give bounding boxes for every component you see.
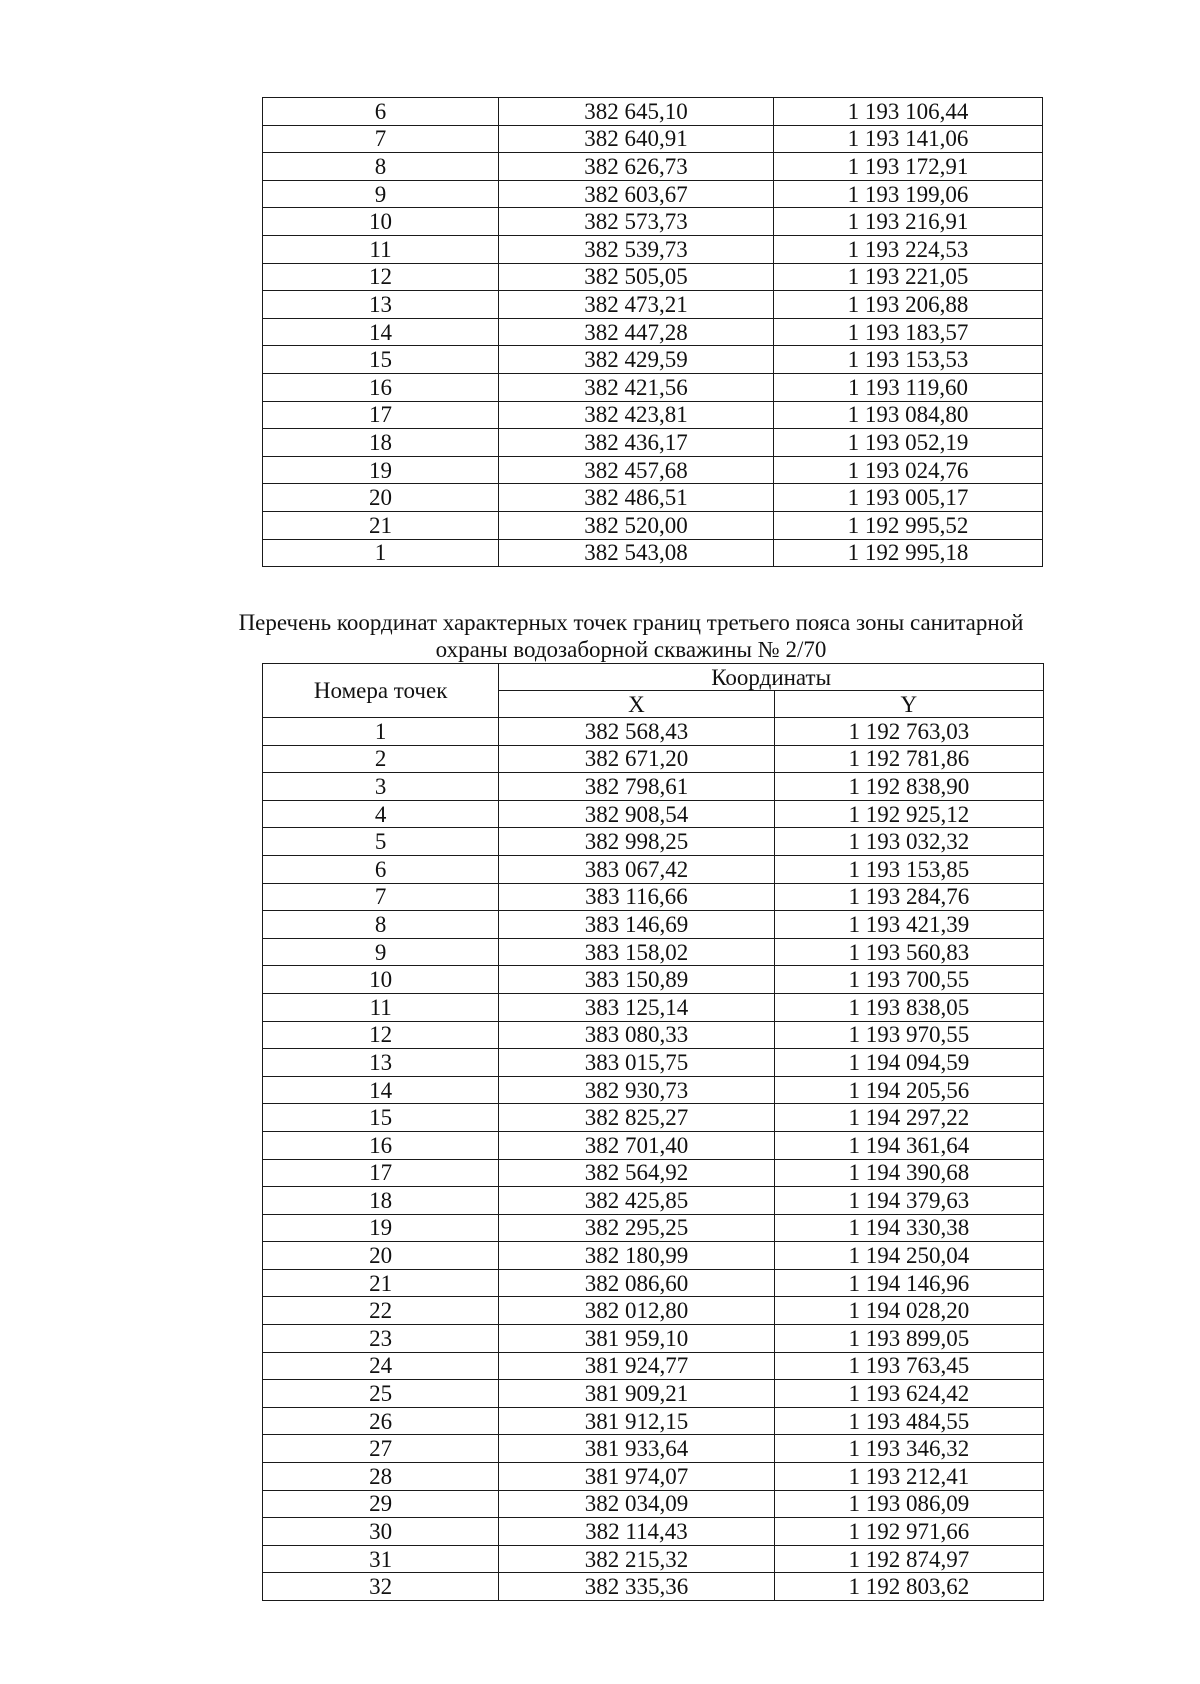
point-number-cell: 12 <box>263 263 499 291</box>
table-row <box>263 855 1044 883</box>
point-number-cell: 13 <box>263 291 499 319</box>
section-heading-line2: охраны водозаборной скважины № 2/70 <box>435 637 827 662</box>
x-coordinate-cell: 382 539,73 <box>499 235 774 263</box>
table-row <box>263 1463 1044 1491</box>
y-coordinate-cell: 1 193 838,05 <box>774 993 1043 1021</box>
point-number-cell: 15 <box>263 1104 499 1132</box>
y-coordinate-cell: 1 194 379,63 <box>774 1187 1043 1215</box>
point-number-cell: 23 <box>263 1325 499 1353</box>
table-row <box>263 745 1044 773</box>
point-number-cell: 13 <box>263 1049 499 1077</box>
table-row <box>263 883 1044 911</box>
x-coordinate-cell: 382 457,68 <box>499 456 774 484</box>
x-coordinate-cell: 382 505,05 <box>499 263 774 291</box>
point-number-cell: 17 <box>263 401 499 429</box>
point-number-cell: 11 <box>263 993 499 1021</box>
table-row <box>263 993 1044 1021</box>
point-number-cell: 16 <box>263 373 499 401</box>
header-x: X <box>499 691 774 718</box>
y-coordinate-cell: 1 194 361,64 <box>774 1131 1043 1159</box>
y-coordinate-cell: 1 193 284,76 <box>774 883 1043 911</box>
x-coordinate-cell: 383 158,02 <box>499 938 774 966</box>
x-coordinate-cell: 381 909,21 <box>499 1380 774 1408</box>
table2-body <box>263 718 1044 1601</box>
table-row <box>263 1159 1044 1187</box>
table-row <box>263 773 1044 801</box>
y-coordinate-cell: 1 193 153,53 <box>774 346 1043 374</box>
table-row <box>263 429 1043 457</box>
y-coordinate-cell: 1 193 484,55 <box>774 1407 1043 1435</box>
table-row <box>263 1021 1044 1049</box>
y-coordinate-cell: 1 193 141,06 <box>774 125 1043 153</box>
y-coordinate-cell: 1 192 763,03 <box>774 718 1043 746</box>
x-coordinate-cell: 383 080,33 <box>499 1021 774 1049</box>
x-coordinate-cell: 382 564,92 <box>499 1159 774 1187</box>
y-coordinate-cell: 1 192 971,66 <box>774 1518 1043 1546</box>
y-coordinate-cell: 1 193 084,80 <box>774 401 1043 429</box>
x-coordinate-cell: 382 930,73 <box>499 1076 774 1104</box>
y-coordinate-cell: 1 194 297,22 <box>774 1104 1043 1132</box>
x-coordinate-cell: 382 825,27 <box>499 1104 774 1132</box>
y-coordinate-cell: 1 193 086,09 <box>774 1490 1043 1518</box>
table-row <box>263 1352 1044 1380</box>
point-number-cell: 28 <box>263 1463 499 1491</box>
table-row <box>263 1518 1044 1546</box>
x-coordinate-cell: 383 116,66 <box>499 883 774 911</box>
table-row <box>263 98 1043 126</box>
x-coordinate-cell: 382 603,67 <box>499 180 774 208</box>
coordinates-table-continued <box>262 97 1043 567</box>
table-row <box>263 318 1043 346</box>
table-row <box>263 1131 1044 1159</box>
y-coordinate-cell: 1 193 032,32 <box>774 828 1043 856</box>
table-row <box>263 373 1043 401</box>
point-number-cell: 22 <box>263 1297 499 1325</box>
y-coordinate-cell: 1 193 970,55 <box>774 1021 1043 1049</box>
x-coordinate-cell: 382 335,36 <box>499 1573 774 1601</box>
x-coordinate-cell: 382 180,99 <box>499 1242 774 1270</box>
y-coordinate-cell: 1 192 781,86 <box>774 745 1043 773</box>
table-row <box>263 1407 1044 1435</box>
x-coordinate-cell: 383 015,75 <box>499 1049 774 1077</box>
y-coordinate-cell: 1 193 119,60 <box>774 373 1043 401</box>
point-number-cell: 14 <box>263 1076 499 1104</box>
table-row <box>263 1573 1044 1601</box>
y-coordinate-cell: 1 193 421,39 <box>774 911 1043 939</box>
table-row <box>263 966 1044 994</box>
table2-header <box>263 664 1044 718</box>
y-coordinate-cell: 1 193 346,32 <box>774 1435 1043 1463</box>
point-number-cell: 18 <box>263 429 499 457</box>
table-row <box>263 291 1043 319</box>
point-number-cell: 9 <box>263 938 499 966</box>
point-number-cell: 19 <box>263 1214 499 1242</box>
y-coordinate-cell: 1 193 899,05 <box>774 1325 1043 1353</box>
point-number-cell: 18 <box>263 1187 499 1215</box>
y-coordinate-cell: 1 193 106,44 <box>774 98 1043 126</box>
y-coordinate-cell: 1 193 199,06 <box>774 180 1043 208</box>
point-number-cell: 19 <box>263 456 499 484</box>
point-number-cell: 20 <box>263 484 499 512</box>
table-row <box>263 511 1043 539</box>
table-row <box>263 180 1043 208</box>
y-coordinate-cell: 1 194 146,96 <box>774 1269 1043 1297</box>
point-number-cell: 15 <box>263 346 499 374</box>
y-coordinate-cell: 1 193 624,42 <box>774 1380 1043 1408</box>
x-coordinate-cell: 382 423,81 <box>499 401 774 429</box>
x-coordinate-cell: 382 295,25 <box>499 1214 774 1242</box>
table-row <box>263 456 1043 484</box>
table-row <box>263 1104 1044 1132</box>
point-number-cell: 24 <box>263 1352 499 1380</box>
point-number-cell: 9 <box>263 180 499 208</box>
x-coordinate-cell: 382 215,32 <box>499 1545 774 1573</box>
table-row <box>263 800 1044 828</box>
table1-body <box>263 98 1043 567</box>
x-coordinate-cell: 382 473,21 <box>499 291 774 319</box>
x-coordinate-cell: 382 701,40 <box>499 1131 774 1159</box>
table-row <box>263 401 1043 429</box>
point-number-cell: 10 <box>263 966 499 994</box>
x-coordinate-cell: 381 974,07 <box>499 1463 774 1491</box>
point-number-cell: 10 <box>263 208 499 236</box>
y-coordinate-cell: 1 193 212,41 <box>774 1463 1043 1491</box>
table-row <box>263 539 1043 567</box>
table-row <box>263 1545 1044 1573</box>
point-number-cell: 1 <box>263 539 499 567</box>
y-coordinate-cell: 1 193 224,53 <box>774 235 1043 263</box>
table-row <box>263 718 1044 746</box>
point-number-cell: 29 <box>263 1490 499 1518</box>
point-number-cell: 8 <box>263 153 499 181</box>
x-coordinate-cell: 383 067,42 <box>499 855 774 883</box>
x-coordinate-cell: 382 543,08 <box>499 539 774 567</box>
point-number-cell: 27 <box>263 1435 499 1463</box>
x-coordinate-cell: 382 645,10 <box>499 98 774 126</box>
x-coordinate-cell: 382 798,61 <box>499 773 774 801</box>
y-coordinate-cell: 1 194 205,56 <box>774 1076 1043 1104</box>
section-heading-line1: Перечень координат характерных точек границ третьего пояса зоны санитарной <box>238 610 1024 635</box>
point-number-cell: 17 <box>263 1159 499 1187</box>
x-coordinate-cell: 382 436,17 <box>499 429 774 457</box>
x-coordinate-cell: 381 959,10 <box>499 1325 774 1353</box>
y-coordinate-cell: 1 192 995,52 <box>774 511 1043 539</box>
point-number-cell: 7 <box>263 883 499 911</box>
x-coordinate-cell: 382 012,80 <box>499 1297 774 1325</box>
point-number-cell: 5 <box>263 828 499 856</box>
table-row <box>263 1242 1044 1270</box>
point-number-cell: 20 <box>263 1242 499 1270</box>
y-coordinate-cell: 1 194 390,68 <box>774 1159 1043 1187</box>
table-row <box>263 153 1043 181</box>
point-number-cell: 1 <box>263 718 499 746</box>
x-coordinate-cell: 382 486,51 <box>499 484 774 512</box>
y-coordinate-cell: 1 194 028,20 <box>774 1297 1043 1325</box>
point-number-cell: 7 <box>263 125 499 153</box>
point-number-cell: 26 <box>263 1407 499 1435</box>
table-row <box>263 1380 1044 1408</box>
header-y: Y <box>774 691 1043 718</box>
coordinates-table-zone3 <box>262 663 1044 1601</box>
table-row <box>263 1187 1044 1215</box>
table-row <box>263 1490 1044 1518</box>
x-coordinate-cell: 382 034,09 <box>499 1490 774 1518</box>
x-coordinate-cell: 382 114,43 <box>499 1518 774 1546</box>
y-coordinate-cell: 1 193 700,55 <box>774 966 1043 994</box>
x-coordinate-cell: 382 086,60 <box>499 1269 774 1297</box>
x-coordinate-cell: 383 146,69 <box>499 911 774 939</box>
x-coordinate-cell: 381 924,77 <box>499 1352 774 1380</box>
table-row <box>263 938 1044 966</box>
y-coordinate-cell: 1 193 216,91 <box>774 208 1043 236</box>
y-coordinate-cell: 1 193 052,19 <box>774 429 1043 457</box>
y-coordinate-cell: 1 193 183,57 <box>774 318 1043 346</box>
table-row <box>263 208 1043 236</box>
table-row <box>263 1325 1044 1353</box>
point-number-cell: 12 <box>263 1021 499 1049</box>
y-coordinate-cell: 1 192 874,97 <box>774 1545 1043 1573</box>
point-number-cell: 2 <box>263 745 499 773</box>
table-row <box>263 346 1043 374</box>
point-number-cell: 21 <box>263 511 499 539</box>
x-coordinate-cell: 382 520,00 <box>499 511 774 539</box>
y-coordinate-cell: 1 193 005,17 <box>774 484 1043 512</box>
point-number-cell: 21 <box>263 1269 499 1297</box>
table-row <box>263 1076 1044 1104</box>
point-number-cell: 11 <box>263 235 499 263</box>
x-coordinate-cell: 382 998,25 <box>499 828 774 856</box>
x-coordinate-cell: 382 573,73 <box>499 208 774 236</box>
point-number-cell: 6 <box>263 855 499 883</box>
x-coordinate-cell: 382 626,73 <box>499 153 774 181</box>
x-coordinate-cell: 382 425,85 <box>499 1187 774 1215</box>
table-row <box>263 235 1043 263</box>
y-coordinate-cell: 1 193 024,76 <box>774 456 1043 484</box>
x-coordinate-cell: 381 912,15 <box>499 1407 774 1435</box>
point-number-cell: 3 <box>263 773 499 801</box>
x-coordinate-cell: 382 640,91 <box>499 125 774 153</box>
table-row <box>263 1297 1044 1325</box>
point-number-cell: 32 <box>263 1573 499 1601</box>
table-row <box>263 1269 1044 1297</box>
header-point-numbers: Номера точек <box>263 664 499 718</box>
section-heading <box>150 609 1112 663</box>
y-coordinate-cell: 1 192 838,90 <box>774 773 1043 801</box>
y-coordinate-cell: 1 193 763,45 <box>774 1352 1043 1380</box>
x-coordinate-cell: 382 429,59 <box>499 346 774 374</box>
x-coordinate-cell: 383 150,89 <box>499 966 774 994</box>
point-number-cell: 8 <box>263 911 499 939</box>
table-row <box>263 1214 1044 1242</box>
point-number-cell: 6 <box>263 98 499 126</box>
x-coordinate-cell: 382 447,28 <box>499 318 774 346</box>
y-coordinate-cell: 1 194 094,59 <box>774 1049 1043 1077</box>
point-number-cell: 16 <box>263 1131 499 1159</box>
x-coordinate-cell: 382 421,56 <box>499 373 774 401</box>
y-coordinate-cell: 1 194 330,38 <box>774 1214 1043 1242</box>
y-coordinate-cell: 1 194 250,04 <box>774 1242 1043 1270</box>
point-number-cell: 31 <box>263 1545 499 1573</box>
x-coordinate-cell: 382 568,43 <box>499 718 774 746</box>
y-coordinate-cell: 1 193 172,91 <box>774 153 1043 181</box>
y-coordinate-cell: 1 193 153,85 <box>774 855 1043 883</box>
point-number-cell: 4 <box>263 800 499 828</box>
table-row <box>263 484 1043 512</box>
table-row <box>263 125 1043 153</box>
y-coordinate-cell: 1 192 995,18 <box>774 539 1043 567</box>
y-coordinate-cell: 1 192 803,62 <box>774 1573 1043 1601</box>
x-coordinate-cell: 382 908,54 <box>499 800 774 828</box>
point-number-cell: 25 <box>263 1380 499 1408</box>
table-row <box>263 1435 1044 1463</box>
x-coordinate-cell: 382 671,20 <box>499 745 774 773</box>
y-coordinate-cell: 1 193 221,05 <box>774 263 1043 291</box>
table-row <box>263 263 1043 291</box>
y-coordinate-cell: 1 192 925,12 <box>774 800 1043 828</box>
x-coordinate-cell: 381 933,64 <box>499 1435 774 1463</box>
point-number-cell: 30 <box>263 1518 499 1546</box>
point-number-cell: 14 <box>263 318 499 346</box>
x-coordinate-cell: 383 125,14 <box>499 993 774 1021</box>
y-coordinate-cell: 1 193 560,83 <box>774 938 1043 966</box>
table-row <box>263 1049 1044 1077</box>
table-row <box>263 828 1044 856</box>
header-coordinates: Координаты <box>499 664 1044 691</box>
y-coordinate-cell: 1 193 206,88 <box>774 291 1043 319</box>
table-row <box>263 911 1044 939</box>
